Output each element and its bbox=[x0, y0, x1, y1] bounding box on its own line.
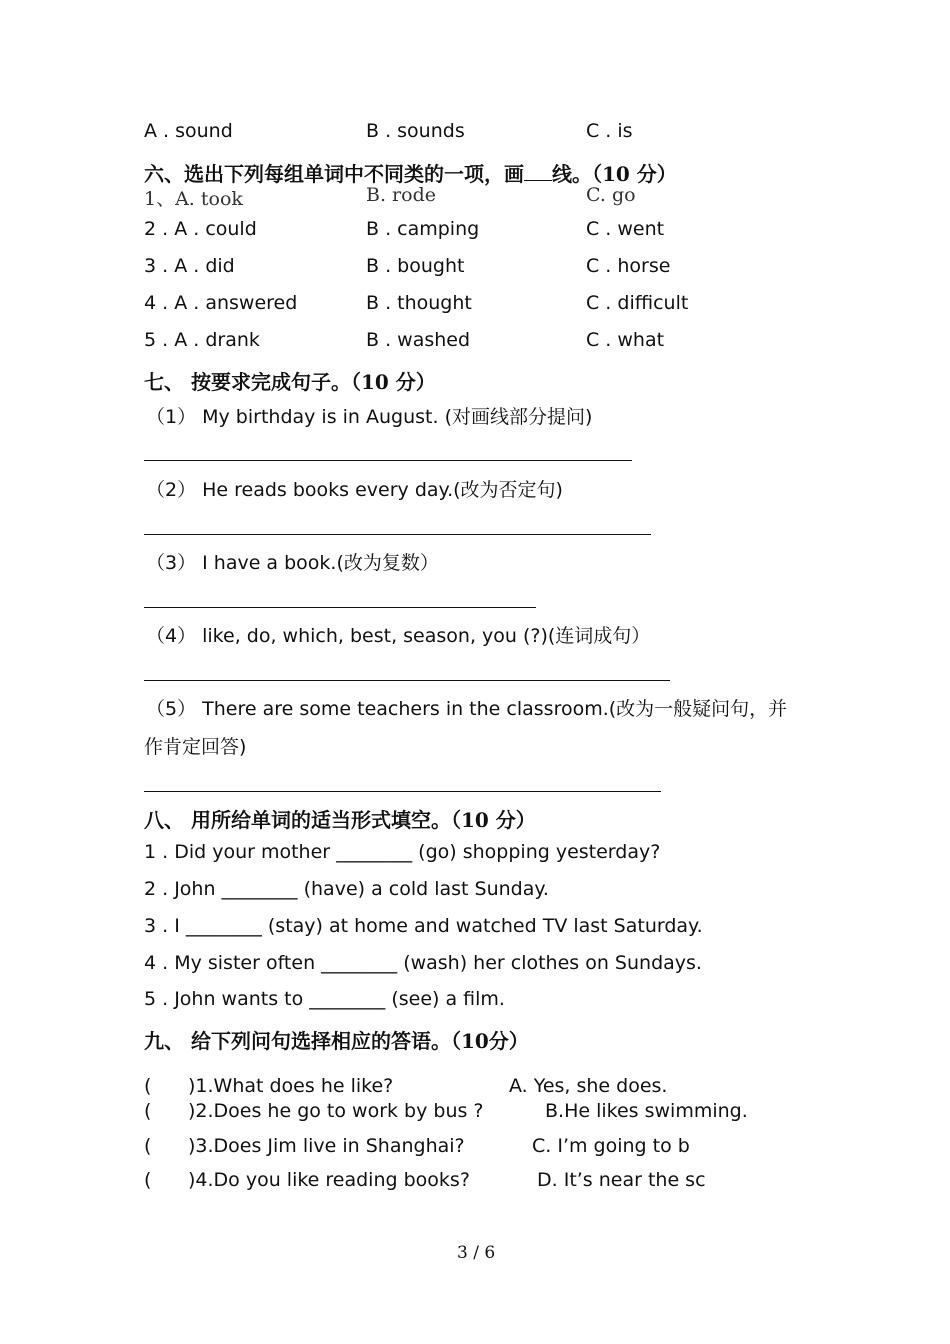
s6-row3-a: 3 . A . did bbox=[144, 255, 235, 277]
s9-row1-paren: ( bbox=[144, 1075, 152, 1097]
s9-row3-answer: C. I’m going to b bbox=[532, 1135, 690, 1157]
s7-item4: （4） like, do, which, best, season, you (?)(连词成句） bbox=[146, 625, 651, 647]
s7-answer-line-3[interactable] bbox=[144, 607, 536, 608]
s6-row2-a: 2 . A . could bbox=[144, 218, 257, 240]
s8-item1: 1 . Did your mother ________ (go) shopping yesterday? bbox=[144, 841, 661, 863]
s6-row1-c: C. go bbox=[586, 184, 636, 206]
prev-option-a: A . sound bbox=[144, 120, 233, 142]
s7-item1: （1） My birthday is in August. (对画线部分提问) bbox=[146, 406, 593, 428]
s6-row5-c: C . what bbox=[586, 329, 665, 351]
section7-heading: 七、 按要求完成句子。（10 分） bbox=[144, 370, 436, 394]
s9-row1-answer: A. Yes, she does. bbox=[509, 1075, 668, 1097]
s9-row4-answer: D. It’s near the sc bbox=[537, 1169, 706, 1191]
s9-row1-question: )1.What does he like? bbox=[188, 1075, 394, 1097]
s6-row2-c: C . went bbox=[586, 218, 665, 240]
page-number: 3 / 6 bbox=[457, 1243, 496, 1263]
underline-blank bbox=[524, 162, 552, 181]
s6-row1-b: B. rode bbox=[366, 184, 436, 206]
s6-row1-a: 1、A. took bbox=[144, 188, 243, 210]
section9-heading: 九、 给下列问句选择相应的答语。（10分） bbox=[144, 1029, 529, 1053]
s6-row3-b: B . bought bbox=[366, 255, 465, 277]
s7-item3: （3） I have a book.(改为复数） bbox=[146, 552, 439, 574]
s9-row4-question: )4.Do you like reading books? bbox=[188, 1169, 470, 1191]
s6-row3-c: C . horse bbox=[586, 255, 671, 277]
s6-row4-c: C . difficult bbox=[586, 292, 689, 314]
s8-item2: 2 . John ________ (have) a cold last Sunday. bbox=[144, 878, 549, 900]
s6-row5-a: 5 . A . drank bbox=[144, 329, 260, 351]
prev-option-b: B . sounds bbox=[366, 120, 465, 142]
s7-answer-line-2[interactable] bbox=[144, 534, 651, 535]
s7-answer-line-4[interactable] bbox=[144, 680, 670, 681]
s7-answer-line-5[interactable] bbox=[144, 791, 661, 792]
section8-heading: 八、 用所给单词的适当形式填空。（10 分） bbox=[144, 808, 536, 832]
section6-heading-part1: 六、选出下列每组单词中不同类的一项，画 bbox=[144, 162, 524, 186]
s7-item2: （2） He reads books every day.(改为否定句) bbox=[146, 479, 563, 501]
section6-heading-part2: 线。（10 分） bbox=[552, 162, 677, 186]
s7-answer-line-1[interactable] bbox=[144, 460, 632, 461]
s6-row2-b: B . camping bbox=[366, 218, 480, 240]
section6-heading bbox=[144, 158, 677, 187]
s6-row5-b: B . washed bbox=[366, 329, 471, 351]
s7-item5-line2: 作肯定回答) bbox=[144, 736, 247, 758]
s9-row3-paren: ( bbox=[144, 1135, 152, 1157]
s6-row4-a: 4 . A . answered bbox=[144, 292, 298, 314]
s8-item4: 4 . My sister often ________ (wash) her clothes on Sundays. bbox=[144, 952, 702, 974]
s8-item5: 5 . John wants to ________ (see) a film. bbox=[144, 988, 505, 1010]
s6-row4-b: B . thought bbox=[366, 292, 472, 314]
prev-option-c: C . is bbox=[586, 120, 633, 142]
s9-row2-answer: B.He likes swimming. bbox=[545, 1100, 748, 1122]
s9-row3-question: )3.Does Jim live in Shanghai? bbox=[188, 1135, 465, 1157]
s9-row2-question: )2.Does he go to work by bus ? bbox=[188, 1100, 484, 1122]
s9-row4-paren: ( bbox=[144, 1169, 152, 1191]
s9-row2-paren: ( bbox=[144, 1100, 152, 1122]
s7-item5-line1: （5） There are some teachers in the classroom.(改为一般疑问句，并 bbox=[146, 698, 788, 720]
s8-item3: 3 . I ________ (stay) at home and watched TV last Saturday. bbox=[144, 915, 703, 937]
